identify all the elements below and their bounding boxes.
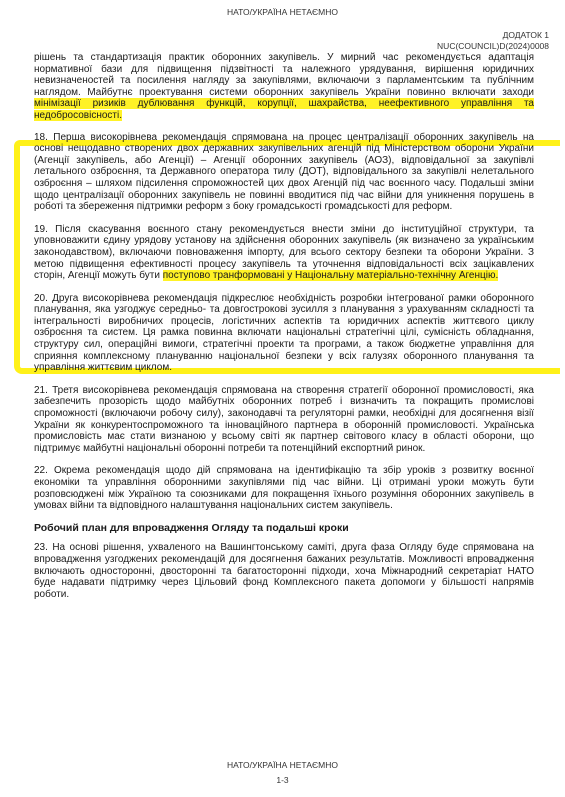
paragraph-22: 22. Окрема рекомендація щодо дій спрямована на ідентифікацію та збір уроків з розвитку воєнної економіки та управління оборонними закупівлями під час війни. Ці отримані уроки можуть бути розповсюджені між Україною та союзниками для покращення їхнього розуміння оборонних закупівель в умовах війни та відповідного налаштування національних систем закупівель. <box>34 465 534 512</box>
paragraph-19 <box>34 224 534 282</box>
footer-classification: НАТО/УКРАЇНА НЕТАЄМНО <box>227 760 338 770</box>
page-number: 1-3 <box>276 775 289 785</box>
highlighted-text-19: поступово транформовані у Національну матеріально-технічну Агенцію. <box>162 270 499 282</box>
header-classification: НАТО/УКРАЇНА НЕТАЄМНО <box>227 7 338 17</box>
section-heading: Робочий план для впровадження Огляду та подальші кроки <box>34 521 349 534</box>
paragraph-19-text: 19. Після скасування воєнного стану рекомендується внести зміни до інституційної структури, та уповноважити єдину урядову установу на здійснення оборонних закупівель (як визначено за українським законодавством), включаючи повноваження імпорту, для всього сектору безпеки та оборони України. З метою підвищення ефективності процесу закупівель та уточнення відповідальності всіх зацікавлених сторін, Агенції можуть бути <box>34 223 534 282</box>
paragraph-23: 23. На основі рішення, ухваленого на Вашингтонському саміті, друга фаза Огляду буде спрямована на впровадження узгоджених рекомендацій для досягнення бажаних результатів. Можливості впровадження включають односторонні, двосторонні та багатосторонні підходи, хоча Міжнародний секретаріат НАТО буде надавати підтримку через Цільовий фонд Комплексного пакета допомоги у більшості напрямів роботи. <box>34 542 534 600</box>
highlighted-text-17: мінімізації ризиків дублювання функцій, корупції, шахрайства, неефективного управління та недобросовісності. <box>34 98 534 121</box>
header-reference-block <box>437 30 549 52</box>
paragraph-18: 18. Перша високорівнева рекомендація спрямована на процес централізації оборонних закупівель на основі нещодавно створених двох державних закупівельних агенцій під Міністерством оборони України (Агенції закупівель, або Агенції) – Агенції оборонних закупівель (АОЗ), відповідальної за закупівлі летального озброєння, та Державного оператора тилу (ДОТ), відповідального за закупівлі нелетального озброєння – шляхом підсилення спроможностей цих двох Агенцій під час воєнного часу. Подальші зміни щодо централізації оборонних закупівель не повинні вводитися під час війни для уникнення порушень в роботі та збереження підтримки реформ з боку громадськості громадськості для реформ. <box>34 131 534 213</box>
paragraph-21: 21. Третя високорівнева рекомендація спрямована на створення стратегії оборонної промисловості, яка забезпечить прозорість щодо майбутніх оборонних потреб і визначить та покращить промислові спроможності (включаючи робочу силу), законодавчі та регуляторні рамки, необхідні для досягнення візії України як конкурентоспроможного та інноваційного партнера в оборонній промисловості. Українська промисловість має стати визнаною у всьому світі як партнер світового класу в області оборони, що підтримує майбутні національні оборонні потреби та потенційний експортний ринок. <box>34 384 534 454</box>
document-body <box>34 52 534 611</box>
paragraph-17-tail <box>34 52 534 122</box>
annex-label: ДОДАТОК 1 <box>502 30 549 40</box>
document-reference: NUC(COUNCIL)D(2024)0008 <box>437 41 549 51</box>
paragraph-20: 20. Друга високорівнева рекомендація підкреслює необхідність розробки інтегрованої рамки оборонного планування, яка узгоджує середньо- та довгострокові зусилля з планування з урахуванням складності та інтегральності виробничих процесів, логістичних аспектів та юридичних аспектів життєвого циклу озброєння та систем. Ця рамка повинна включати національні стратегічні цілі, сумісність обладнання, структуру сил, операційні вимоги, стратегічні проекти та програми, а також бюджетне управління для сприяння комплексному плануванню національної безпеки у всіх галузях оборонного планування та управління життєвим циклом. <box>34 292 534 374</box>
paragraph-17-text: рішень та стандартизація практик оборонних закупівель. У мирний час рекомендується адаптація нормативної бази для підвищення підзвітності та належного урядування, вирішення юридичних невизначеностей та посилення нагляду за закупівлями, включаючи з парламентським та публічним наглядом. Майбутнє проектування системи оборонних закупівель України повинно включати заходи <box>34 52 534 98</box>
